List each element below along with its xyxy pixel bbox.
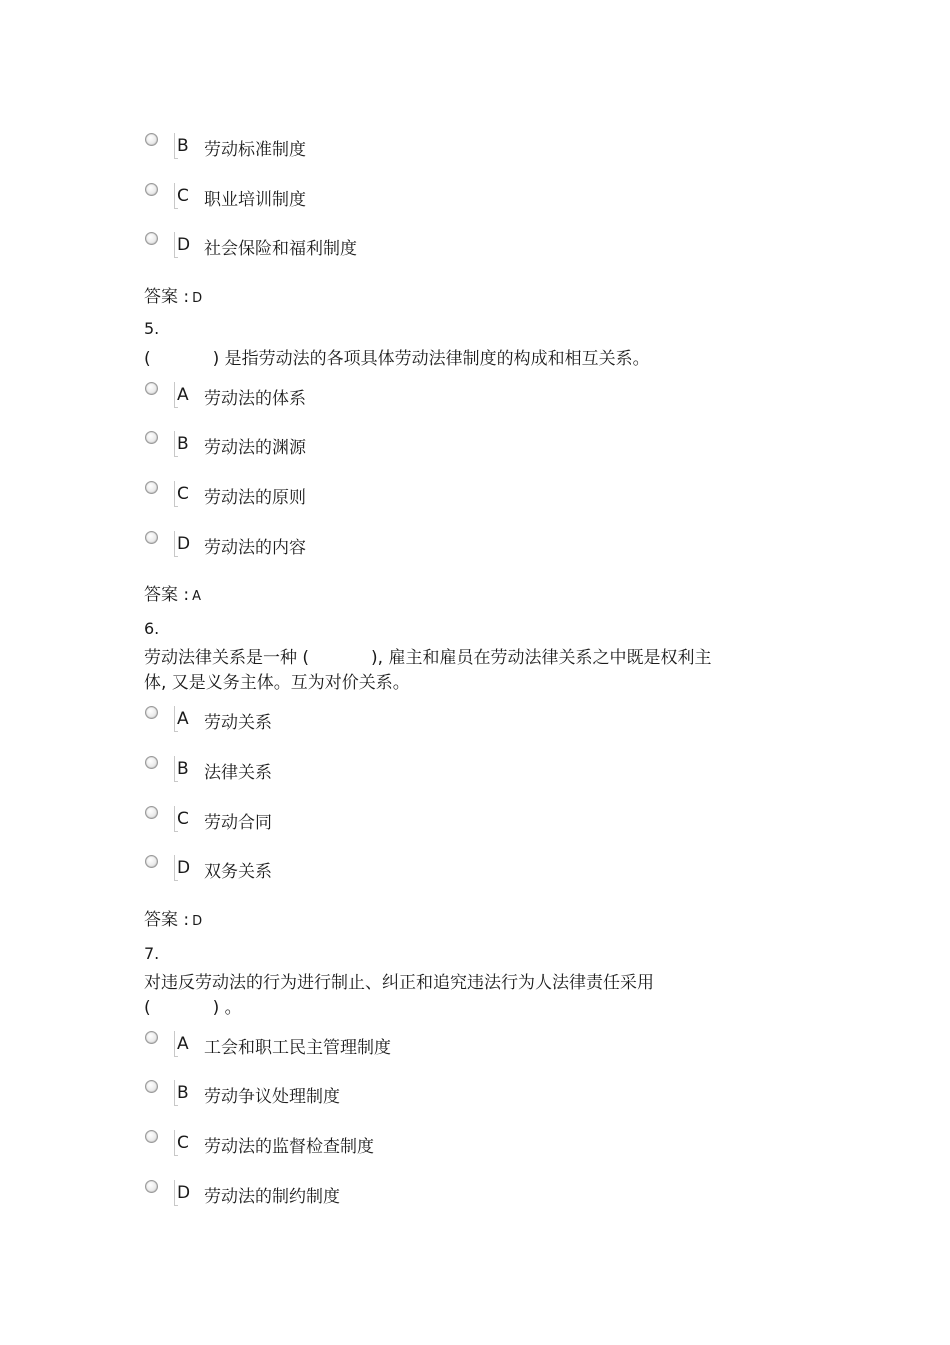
q4-answer — [144, 282, 202, 307]
option-separator — [174, 1180, 175, 1206]
option-letter: C — [177, 484, 189, 504]
option-separator — [174, 481, 175, 507]
option-text: 劳动争议处理制度 — [204, 1087, 340, 1107]
option-text: 劳动关系 — [204, 713, 272, 733]
q7-number: 7. — [144, 944, 160, 963]
option-letter: D — [177, 1183, 191, 1203]
option-letter: B — [177, 136, 189, 156]
option-text: 法律关系 — [204, 763, 272, 783]
q6-option-b[interactable] — [145, 756, 545, 784]
option-separator — [174, 1130, 175, 1156]
option-separator — [174, 431, 175, 457]
answer-label: 答案 : — [144, 910, 190, 930]
option-letter: A — [177, 709, 189, 729]
radio-button-icon[interactable] — [145, 1080, 158, 1093]
radio-button-icon[interactable] — [145, 1130, 158, 1143]
option-separator — [174, 232, 175, 258]
q6-option-c[interactable] — [145, 806, 545, 834]
q7-option-d[interactable] — [145, 1180, 545, 1208]
option-separator — [174, 183, 175, 209]
radio-button-icon[interactable] — [145, 481, 158, 494]
radio-button-icon[interactable] — [145, 756, 158, 769]
option-letter: D — [177, 534, 191, 554]
option-letter: A — [177, 1034, 189, 1054]
q7-option-a[interactable] — [145, 1031, 545, 1059]
option-separator — [174, 1080, 175, 1106]
option-separator — [174, 133, 175, 159]
option-text: 劳动法的制约制度 — [204, 1187, 340, 1207]
option-letter: C — [177, 1133, 189, 1153]
stem-text: ), 雇主和雇员在劳动法律关系之中既是权利主 — [371, 648, 712, 668]
option-text: 双务关系 — [204, 862, 272, 882]
q4-option-d[interactable] — [145, 232, 545, 260]
q6-stem-line2: 体, 又是义务主体。互为对价关系。 — [144, 673, 410, 693]
option-letter: C — [177, 186, 189, 206]
q5-stem — [144, 344, 650, 369]
option-letter: B — [177, 1083, 189, 1103]
answer-label: 答案 : — [144, 585, 190, 605]
q6-option-d[interactable] — [145, 855, 545, 883]
q5-option-a[interactable] — [145, 382, 545, 410]
q6-option-a[interactable] — [145, 706, 545, 734]
radio-button-icon[interactable] — [145, 806, 158, 819]
option-letter: D — [177, 235, 191, 255]
answer-value: D — [192, 914, 203, 929]
q6-stem-line1 — [144, 643, 712, 668]
option-letter: D — [177, 858, 191, 878]
q5-number: 5. — [144, 319, 160, 338]
q5-option-c[interactable] — [145, 481, 545, 509]
q4-option-b[interactable] — [145, 133, 545, 161]
q7-stem-line2 — [144, 993, 242, 1018]
option-separator — [174, 1031, 175, 1057]
stem-text: ) 是指劳动法的各项具体劳动法律制度的构成和相互关系。 — [212, 349, 650, 369]
option-text: 社会保险和福利制度 — [204, 239, 357, 259]
radio-button-icon[interactable] — [145, 1180, 158, 1193]
option-separator — [174, 756, 175, 782]
option-separator — [174, 531, 175, 557]
option-text: 劳动法的体系 — [204, 389, 306, 409]
option-text: 劳动合同 — [204, 813, 272, 833]
option-text: 劳动标准制度 — [204, 140, 306, 160]
stem-text: ) 。 — [212, 998, 242, 1018]
answer-label: 答案 : — [144, 287, 190, 307]
stem-text: 劳动法律关系是一种 ( — [144, 648, 310, 668]
option-text: 劳动法的原则 — [204, 488, 306, 508]
option-separator — [174, 382, 175, 408]
q5-answer — [144, 580, 201, 605]
option-text: 劳动法的渊源 — [204, 438, 306, 458]
option-text: 职业培训制度 — [204, 190, 306, 210]
option-separator — [174, 706, 175, 732]
stem-open-paren: ( — [144, 349, 151, 369]
q7-stem-line1: 对违反劳动法的行为进行制止、纠正和追究违法行为人法律责任采用 — [144, 973, 654, 993]
answer-value: A — [192, 589, 202, 604]
q7-option-b[interactable] — [145, 1080, 545, 1108]
option-letter: B — [177, 434, 189, 454]
option-letter: B — [177, 759, 189, 779]
radio-button-icon[interactable] — [145, 133, 158, 146]
option-separator — [174, 806, 175, 832]
radio-button-icon[interactable] — [145, 1031, 158, 1044]
radio-button-icon[interactable] — [145, 855, 158, 868]
radio-button-icon[interactable] — [145, 531, 158, 544]
radio-button-icon[interactable] — [145, 382, 158, 395]
radio-button-icon[interactable] — [145, 431, 158, 444]
option-text: 工会和职工民主管理制度 — [204, 1038, 391, 1058]
radio-button-icon[interactable] — [145, 232, 158, 245]
q6-answer — [144, 905, 202, 930]
option-letter: A — [177, 385, 189, 405]
option-text: 劳动法的内容 — [204, 538, 306, 558]
q5-option-b[interactable] — [145, 431, 545, 459]
option-separator — [174, 855, 175, 881]
answer-value: D — [192, 291, 203, 306]
radio-button-icon[interactable] — [145, 706, 158, 719]
radio-button-icon[interactable] — [145, 183, 158, 196]
q4-option-c[interactable] — [145, 183, 545, 211]
option-letter: C — [177, 809, 189, 829]
q5-option-d[interactable] — [145, 531, 545, 559]
q7-option-c[interactable] — [145, 1130, 545, 1158]
stem-open-paren: ( — [144, 998, 151, 1018]
option-text: 劳动法的监督检查制度 — [204, 1137, 374, 1157]
q6-number: 6. — [144, 619, 160, 638]
